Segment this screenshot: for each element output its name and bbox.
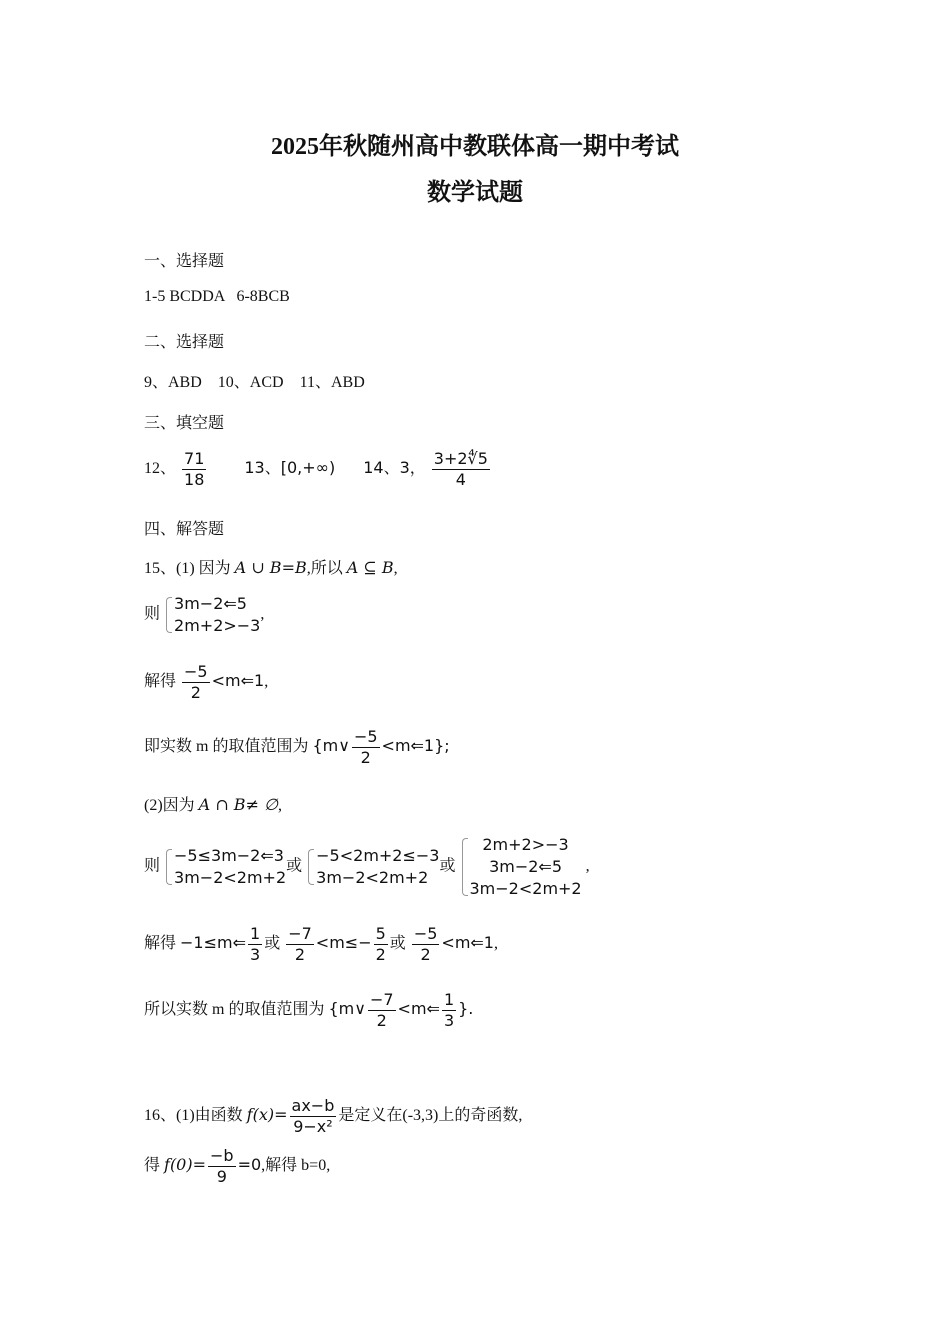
system-row: 3m−2<2m+2 — [316, 868, 429, 887]
q15-label: 则 — [144, 605, 165, 623]
set-open: {m∨ — [312, 736, 350, 756]
numerator: −b — [210, 1146, 234, 1165]
inequality: <m⇐ — [397, 999, 440, 1019]
system-row: 3m−2<2m+2 — [174, 868, 287, 887]
fraction — [286, 924, 314, 965]
fraction — [182, 662, 210, 703]
q15-text: ,所以 — [306, 560, 347, 577]
denominator: 2 — [375, 945, 386, 964]
punct: , — [278, 797, 282, 814]
system-row: 3m−2⇐5 — [174, 594, 247, 613]
q15-label: 解得 — [144, 935, 181, 953]
numerator: −7 — [369, 990, 394, 1009]
set-close: }. — [458, 999, 474, 1019]
q15-line-7 — [144, 924, 498, 965]
section-3-heading: 三、填空题 — [144, 415, 225, 432]
punct: , — [264, 673, 269, 691]
q15-line-3 — [144, 662, 268, 703]
punct: , — [585, 857, 590, 875]
q15-expr-union: A ∪ B=B — [234, 558, 307, 577]
fraction — [352, 727, 380, 768]
or-text: 或 — [439, 857, 456, 875]
q16-text: 是定义在(-3,3)上的奇函数, — [338, 1107, 523, 1125]
section-4-heading: 四、解答题 — [144, 521, 225, 538]
numerator: 1 — [443, 990, 455, 1009]
q16-text: 16、(1)由函数 — [144, 1107, 247, 1125]
fraction — [290, 1096, 337, 1137]
fraction — [248, 924, 262, 965]
fraction — [208, 1146, 236, 1187]
q15-line-5 — [144, 792, 282, 815]
denominator: 9 — [216, 1167, 227, 1186]
section-2-heading: 二、选择题 — [144, 334, 225, 351]
q15-text: 15、(1) 因为 — [144, 560, 235, 577]
q15-system-b — [306, 845, 439, 889]
denominator: 2 — [376, 1011, 387, 1030]
q15-label: 解得 — [144, 673, 181, 691]
q14-numerator: 3+2∜5 — [433, 449, 488, 468]
inequality: <m⇐1 — [441, 933, 494, 953]
denominator: 9−x² — [293, 1117, 333, 1136]
q12-numerator: 71 — [184, 449, 205, 468]
or-text: 或 — [389, 935, 410, 953]
inequality: <m⇐1 — [381, 736, 435, 756]
q16-text: ,解得 b=0, — [261, 1157, 331, 1175]
q16-line-1 — [144, 1096, 522, 1137]
function-expr: f(x)= — [246, 1105, 288, 1125]
numerator: 1 — [250, 924, 261, 943]
numerator: −5 — [184, 662, 208, 681]
fraction — [412, 924, 440, 965]
q15-line-8 — [144, 990, 473, 1031]
q15-line-6 — [144, 834, 590, 900]
q14-fraction — [432, 449, 490, 490]
q15-system-c — [460, 834, 582, 900]
q15-line-2 — [144, 593, 264, 637]
equation: =0 — [237, 1155, 262, 1175]
punct: , — [493, 935, 498, 953]
inequality: −1≤m⇐ — [180, 933, 246, 953]
system-row: −5≤3m−2⇐3 — [174, 846, 284, 865]
q15-system-a — [164, 845, 286, 889]
or-text: 或 — [286, 857, 303, 875]
q15-label: 则 — [144, 857, 165, 875]
fraction — [368, 990, 396, 1031]
q15-expr-subset: A ⊆ B — [346, 558, 394, 577]
q15-punct: , — [393, 560, 398, 577]
q16-text: 得 — [144, 1157, 165, 1175]
set-open: {m∨ — [328, 999, 366, 1019]
set-close: }; — [434, 736, 450, 756]
system-row: 3m−2<2m+2 — [469, 879, 582, 898]
q15-system-1 — [164, 593, 260, 637]
numerator: −5 — [353, 727, 378, 746]
inequality: <m⇐1 — [211, 671, 265, 691]
section-1-heading: 一、选择题 — [144, 253, 225, 270]
system-row: 2m+2>−3 — [482, 835, 569, 854]
system-row: −5<2m+2≤−3 — [316, 846, 440, 865]
q12-fraction — [182, 449, 206, 490]
q15-punct: , — [260, 605, 265, 623]
numerator: ax−b — [291, 1096, 335, 1115]
q16-line-2 — [144, 1146, 330, 1187]
section-1-answers: 1-5 BCDDA 6-8BCB — [144, 288, 290, 305]
denominator: 3 — [250, 945, 261, 964]
q15-text: 即实数 m 的取值范围为 — [144, 738, 313, 756]
fraction — [374, 924, 388, 965]
section-3-answers — [144, 449, 492, 490]
denominator: 2 — [294, 945, 306, 964]
inequality: <m≤− — [315, 933, 372, 953]
q15-line-4 — [144, 727, 450, 768]
q12-label: 12、 — [144, 460, 177, 478]
q15-text: (2)因为 — [144, 797, 199, 814]
numerator: −5 — [413, 924, 438, 943]
q14-label: 14、3， — [363, 458, 426, 478]
q12-denominator: 18 — [184, 470, 205, 489]
section-2-answers: 9、ABD 10、ACD 11、ABD — [144, 374, 365, 391]
denominator: 3 — [443, 1011, 455, 1030]
q15-expr-intersection: A ∩ B≠ ∅ — [198, 795, 278, 814]
q14-denominator: 4 — [455, 470, 466, 489]
fraction — [442, 990, 456, 1031]
q13-answer: 13、[0,+∞) — [244, 458, 336, 478]
denominator: 2 — [190, 683, 201, 702]
exam-subtitle: 数学试题 — [427, 180, 523, 206]
q15-text: 所以实数 m 的取值范围为 — [144, 1001, 329, 1019]
or-text: 或 — [264, 935, 285, 953]
numerator: 5 — [375, 924, 386, 943]
function-expr: f(0)= — [164, 1155, 207, 1175]
numerator: −7 — [288, 924, 312, 943]
q15-line-1 — [144, 555, 398, 578]
denominator: 2 — [420, 945, 431, 964]
denominator: 2 — [360, 748, 371, 767]
system-row: 2m+2>−3 — [174, 616, 261, 635]
system-row: 3m−2⇐5 — [489, 857, 563, 876]
exam-title: 2025年秋随州高中教联体高一期中考试 — [271, 134, 679, 160]
